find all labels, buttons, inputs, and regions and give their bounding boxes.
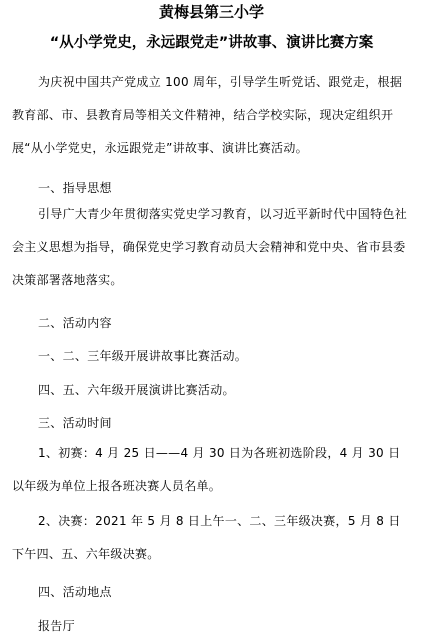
section3-item-1: 1、初赛：4 月 25 日——4 月 30 日为各班初选阶段，4 月 30 日以年级为单位上报各班决赛人员名单。 [12, 446, 401, 493]
section1-body: 引导广大青少年贯彻落实党史学习教育，以习近平新时代中国特色社会主义思想为指导，确保党史学习教育动员大会精神和党中央、省市县委决策部署落地落实。 [12, 207, 408, 287]
intro-paragraph: 为庆祝中国共产党成立 100 周年，引导学生听党话、跟党走，根据教育部、市、县教育局等相关文件精神，结合学校实际，现决定组织开展“从小学党史，永远跟党走”讲故事、演讲比赛活动。 [12, 75, 403, 155]
section4-body: 报告厅 [38, 619, 75, 633]
section2-heading: 二、活动内容 [38, 316, 112, 330]
section2-item-2: 四、五、六年级开展演讲比赛活动。 [38, 383, 235, 397]
section2-item-1: 一、二、三年级开展讲故事比赛活动。 [38, 349, 248, 363]
plan-title: “从小学党史，永远跟党走”讲故事、演讲比赛方案 [49, 35, 374, 51]
section3-heading: 三、活动时间 [38, 416, 112, 430]
section1-heading: 一、指导思想 [38, 181, 112, 195]
section4-heading: 四、活动地点 [38, 585, 112, 599]
section3-item-2: 2、决赛：2021 年 5 月 8 日上午一、二、三年级决赛，5 月 8 日下午四、五、六年级决赛。 [12, 514, 401, 561]
school-title: 黄梅县第三小学 [158, 3, 264, 21]
